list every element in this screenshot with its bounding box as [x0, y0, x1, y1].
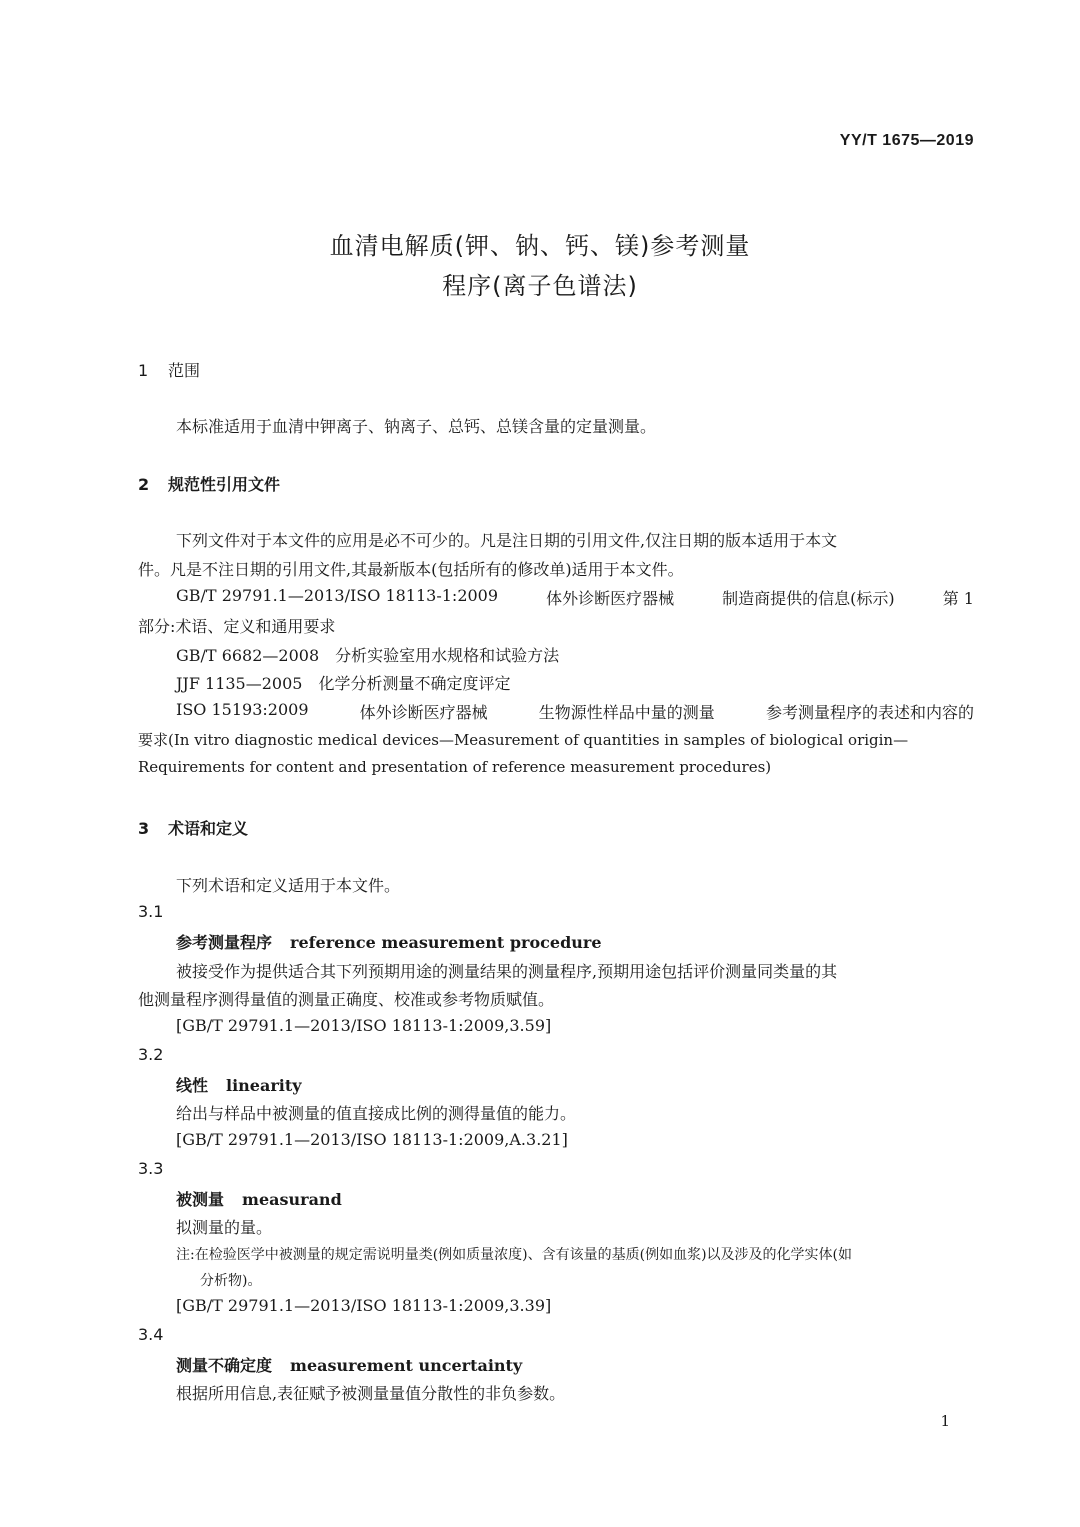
section-title: 规范性引用文件: [168, 475, 281, 494]
term-number: 3.1: [138, 902, 164, 921]
term-note-line2: 分析物)。: [200, 1273, 262, 1289]
term-definition-line1: 被接受作为提供适合其下列预期用途的测量结果的测量程序,预期用途包括评价测量同类量的其: [176, 962, 838, 981]
reference-3: JJF 1135—2005 化学分析测量不确定度评定: [176, 674, 511, 693]
section-1-heading: [138, 358, 200, 381]
reference-title-part: 体外诊断医疗器械: [359, 703, 488, 722]
section-1-text: 本标准适用于血清中钾离子、钠离子、总钙、总镁含量的定量测量。: [176, 417, 657, 436]
reference-title-part: 体外诊断医疗器械: [546, 589, 675, 608]
term-en: linearity: [226, 1076, 302, 1095]
term-definition-line1: 拟测量的量。: [176, 1218, 273, 1237]
term-zh: 测量不确定度: [176, 1356, 273, 1375]
term-zh: 被测量: [176, 1190, 225, 1209]
reference-2: GB/T 6682—2008 分析实验室用水规格和试验方法: [176, 646, 560, 665]
term-heading: [176, 1353, 522, 1376]
term-en: measurement uncertainty: [290, 1356, 523, 1375]
term-definition-line1: 根据所用信息,表征赋予被测量量值分散性的非负参数。: [176, 1384, 566, 1403]
term-zh: 线性: [176, 1076, 209, 1095]
reference-4-line1: [176, 700, 974, 723]
reference-title-part: 制造商提供的信息(标示): [722, 589, 895, 608]
term-definition-line1: 给出与样品中被测量的值直接成比例的测得量值的能力。: [176, 1104, 577, 1123]
term-definition-line2: 他测量程序测得量值的测量正确度、校准或参考物质赋值。: [138, 990, 555, 1009]
term-source: [GB/T 29791.1—2013/ISO 18113-1:2009,3.39]: [176, 1296, 552, 1315]
reference-1-line1: [176, 586, 974, 609]
term-source: [GB/T 29791.1—2013/ISO 18113-1:2009,A.3.21]: [176, 1130, 568, 1149]
section-number: 3: [138, 819, 150, 838]
term-source: [GB/T 29791.1—2013/ISO 18113-1:2009,3.59]: [176, 1016, 552, 1035]
term-en: measurand: [242, 1190, 342, 1209]
section-3-heading: [138, 816, 248, 839]
term-note-line1: 注:在检验医学中被测量的规定需说明量类(例如质量浓度)、含有该量的基质(例如血浆)以及涉及的化学实体(如: [176, 1247, 853, 1263]
section-number: 2: [138, 475, 150, 494]
document-title-line2: 程序(离子色谱法): [442, 272, 638, 300]
term-heading: [176, 930, 602, 953]
term-heading: [176, 1073, 302, 1096]
section-2-intro-line1: 下列文件对于本文件的应用是必不可少的。凡是注日期的引用文件,仅注日期的版本适用于本文: [176, 531, 838, 550]
term-zh: 参考测量程序: [176, 933, 273, 952]
reference-4-line3: Requirements for content and presentation of reference measurement procedures): [138, 758, 772, 776]
term-number: 3.3: [138, 1159, 164, 1178]
document-title-line1: 血清电解质(钾、钠、钙、镁)参考测量: [329, 232, 751, 260]
section-3-intro: 下列术语和定义适用于本文件。: [176, 876, 401, 895]
reference-code: ISO 15193:2009: [176, 700, 309, 719]
reference-1-line2: 部分:术语、定义和通用要求: [138, 617, 336, 636]
reference-title-part: 第 1: [942, 589, 974, 608]
term-en: reference measurement procedure: [290, 933, 602, 952]
standard-id: YY/T 1675—2019: [839, 132, 974, 149]
section-title: 术语和定义: [168, 819, 249, 838]
section-2-heading: [138, 472, 280, 495]
section-number: 1: [138, 361, 149, 380]
term-number: 3.2: [138, 1045, 164, 1064]
page-number: 1: [940, 1412, 950, 1430]
term-heading: [176, 1187, 342, 1210]
reference-title-part: 参考测量程序的表述和内容的: [765, 703, 974, 722]
reference-title-part: 生物源性样品中量的测量: [538, 703, 715, 722]
term-number: 3.4: [138, 1325, 164, 1344]
section-title: 范围: [168, 361, 201, 380]
reference-4-line2: 要求(In vitro diagnostic medical devices—Measurement of quantities in samples of biological origin—: [138, 731, 909, 749]
reference-code: GB/T 29791.1—2013/ISO 18113-1:2009: [176, 586, 499, 605]
section-2-intro-line2: 件。凡是不注日期的引用文件,其最新版本(包括所有的修改单)适用于本文件。: [138, 560, 684, 579]
